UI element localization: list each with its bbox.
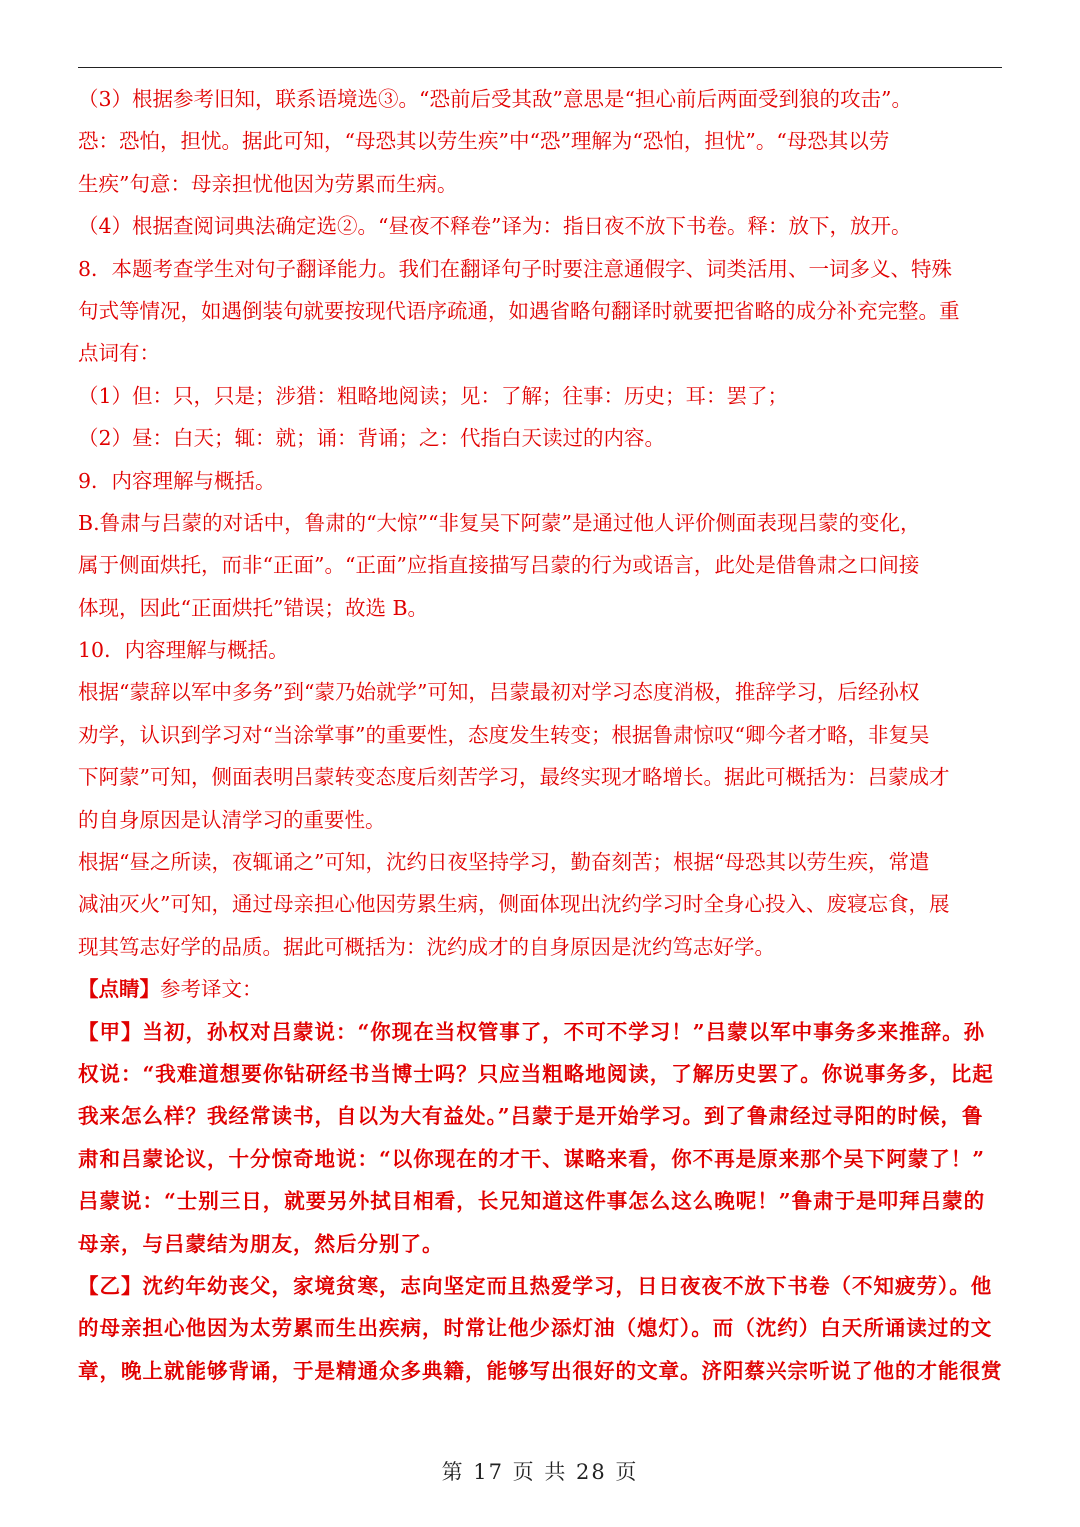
jia-first-line: 当初，孙权对吕蒙说：“你现在当权管事了，不可不学习！”吕蒙以军中事务多来推辞。孙: [142, 1019, 986, 1044]
analysis-line: 劝学，认识到学习对“当涂掌事”的重要性，态度发生转变；根据鲁肃惊叹“卿今者才略，非复吴: [78, 722, 930, 747]
header-rule: [78, 67, 1002, 68]
yi-line: [78, 1265, 1002, 1307]
dianjing-text: 参考译文：: [160, 977, 263, 1002]
analysis-line: 9．内容理解与概括。: [78, 468, 276, 493]
analysis-line: （3）根据参考旧知，联系语境选③。“恐前后受其敌”意思是“担心前后两面受到狼的攻击”。: [78, 87, 912, 111]
jia-line: [78, 1011, 1002, 1053]
jia-line: 我来怎么样？我经常读书，自以为大有益处。”吕蒙于是开始学习。到了鲁肃经过寻阳的时候，鲁: [78, 1104, 984, 1129]
analysis-line: 现其笃志好学的品质。据此可概括为：沈约成才的自身原因是沈约笃志好学。: [78, 934, 775, 959]
analysis-line: B.鲁肃与吕蒙的对话中，鲁肃的“大惊”“非复吴下阿蒙”是通过他人评价侧面表现吕蒙的变化，: [78, 510, 921, 535]
analysis-line: 恐：恐怕，担忧。据此可知，“母恐其以劳生疾”中“恐”理解为“恐怕，担忧”。“母恐其以劳: [78, 129, 890, 154]
analysis-line: （2）昼：白天；辄：就；诵：背诵；之：代指白天读过的内容。: [78, 426, 666, 451]
analysis-line: 根据“昼之所读，夜辄诵之”可知，沈约日夜坚持学习，勤奋刻苦；根据“母恐其以劳生疾，常遣: [78, 850, 930, 875]
analysis-line: 生疾”句意：母亲担忧他因为劳累而生病。: [78, 171, 458, 196]
analysis-line: 属于侧面烘托，而非“正面”。“正面”应指直接描写吕蒙的行为或语言，此处是借鲁肃之口间接: [78, 553, 920, 578]
analysis-line: 点词有：: [78, 341, 160, 366]
analysis-line: 10．内容理解与概括。: [78, 638, 289, 663]
jia-label: 【甲】: [78, 1019, 143, 1044]
analysis-line: （1）但：只，只是；涉猎：粗略地阅读；见：了解；往事：历史；耳：罢了；: [78, 383, 789, 408]
jia-line: 权说：“我难道想要你钻研经书当博士吗？只应当粗略地阅读，了解历史罢了。你说事务多，比起: [78, 1061, 994, 1086]
analysis-line: 体现，因此“正面烘托”错误；故选 B。: [78, 595, 429, 620]
page-number: 第 17 页 共 28 页: [441, 1460, 639, 1484]
jia-line: 母亲，与吕蒙结为朋友，然后分别了。: [78, 1231, 444, 1256]
analysis-line: 8．本题考查学生对句子翻译能力。我们在翻译句子时要注意通假字、词类活用、一词多义、特殊: [78, 256, 953, 281]
analysis-line: 句式等情况，如遇倒装句就要按现代语序疏通，如遇省略句翻译时就要把省略的成分补充完整。重: [78, 298, 960, 323]
dianjing-line: [78, 968, 1002, 1010]
analysis-line: （4）根据查阅词典法确定选②。“昼夜不释卷”译为：指日夜不放下书卷。释：放下，放开。: [78, 214, 912, 239]
dianjing-label: 【点睛】: [78, 977, 160, 1002]
analysis-line: 根据“蒙辞以军中多务”到“蒙乃始就学”可知，吕蒙最初对学习态度消极，推辞学习，后经孙权: [78, 680, 920, 705]
jia-line: 吕蒙说：“士别三日，就要另外拭目相看，长兄知道这件事怎么这么晚呢！”鲁肃于是叩拜吕蒙的: [78, 1189, 986, 1214]
document-body: [78, 78, 1002, 1392]
analysis-line: 下阿蒙”可知，侧面表明吕蒙转变态度后刻苦学习，最终实现才略增长。据此可概括为：吕蒙成才: [78, 765, 950, 790]
yi-line: 的母亲担心他因为太劳累而生出疾病，时常让他少添灯油（熄灯）。而（沈约）白天所诵读过的文: [78, 1316, 993, 1341]
analysis-line: 的自身原因是认清学习的重要性。: [78, 807, 386, 832]
yi-line: 章，晚上就能够背诵，于是精通众多典籍，能够写出很好的文章。济阳蔡兴宗听说了他的才能很赏: [78, 1358, 1002, 1383]
yi-label: 【乙】: [78, 1273, 143, 1298]
analysis-line: 减油灭火”可知，通过母亲担心他因劳累生病，侧面体现出沈约学习时全身心投入、废寝忘食，展: [78, 892, 950, 917]
jia-line: 肃和吕蒙论议，十分惊奇地说：“以你现在的才干、谋略来看，你不再是原来那个吴下阿蒙了！”: [78, 1146, 986, 1171]
yi-first-line: 沈约年幼丧父，家境贫寒，志向坚定而且热爱学习，日日夜夜不放下书卷（不知疲劳）。他: [142, 1273, 993, 1298]
